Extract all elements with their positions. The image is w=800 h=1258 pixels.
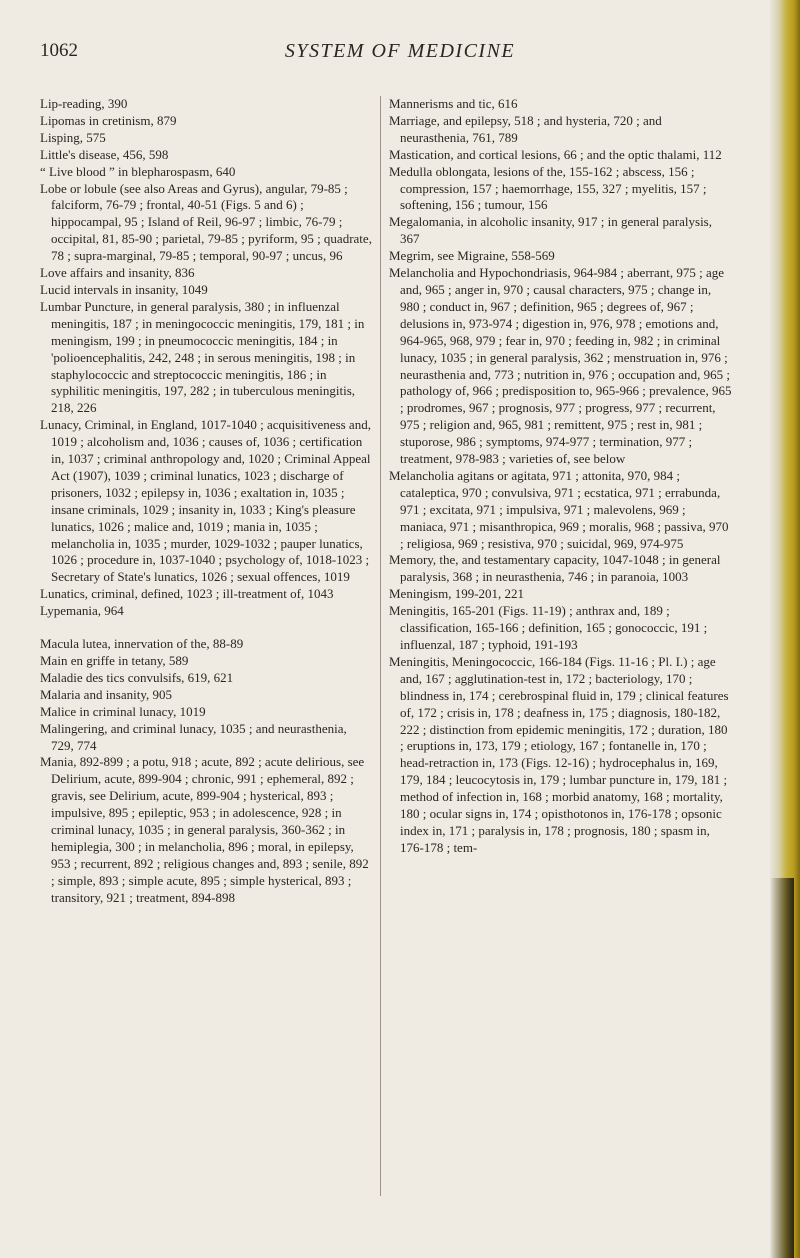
index-entry: Mannerisms and tic, 616 xyxy=(389,96,518,111)
index-entry: Malice in criminal lunacy, 1019 xyxy=(40,703,206,719)
index-entry: Lypemania, 964 xyxy=(40,603,124,619)
index-entry: Lunacy, Criminal, in England, 1017-1040 ; acquisitiveness and, 1019 ; alcoholism and, 1036 ; causes of, 1036 ; certification in, 1037 ; criminal anthropology and, 1020 ; Criminal Appeal Act (1907), 1039 ; criminal lunatics, 1023 ; discharge of prisoners, 1032 ; epilepsy in, 1036 ; exaltation in, 1035 ; insane criminals, 1029 ; insanity in, 1033 ; King's pleasure lunatics, 1026 ; malice and, 1019 ; mania in, 1035 ; melancholia in, 1035 ; murder, 1029-1032 ; pauper lunatics, 1026 ; procedure in, 1037-1040 ; psychology of, 1018-1023 ; Secretary of State's lunatics, 1026 ; sexual offences, 1019 xyxy=(40,417,371,585)
index-entry: Lisping, 575 xyxy=(40,129,106,145)
spine-shadow xyxy=(770,878,794,1258)
index-entry: Medulla oblongata, lesions of the, 155-162 ; abscess, 156 ; compression, 157 ; haemorrhage, 155, 327 ; myelitis, 157 ; softening, 156 ; tumour, 156 xyxy=(389,163,707,213)
book-spine-edge xyxy=(770,0,800,1258)
index-entry: Lumbar Puncture, in general paralysis, 380 ; in influenzal meningitis, 187 ; in meningococcic meningitis, 179, 181 ; in meningism, 199 ; in pneumococcic meningitis, 184 ; in 'polioencephalitis, 242, 248 ; in serous meningitis, 198 ; in staphylococcic and streptococcic meningitis, 186 ; in syphilitic meningitis, 197, 282 ; in tuberculous meningitis, 218, 226 xyxy=(40,298,365,416)
running-title: SYSTEM OF MEDICINE xyxy=(284,40,516,62)
index-entry: Macula lutea, innervation of the, 88-89 xyxy=(40,636,244,652)
index-entry: Maladie des tics convulsifs, 619, 621 xyxy=(40,669,234,685)
index-entry: Malingering, and criminal lunacy, 1035 ; and neurasthenia, 729, 774 xyxy=(40,720,347,753)
index-entry: Lipomas in cretinism, 879 xyxy=(40,112,177,128)
index-entry: Melancholia agitans or agitata, 971 ; attonita, 970, 984 ; cataleptica, 970 ; convulsiva, 971 ; ecstatica, 971 ; errabunda, 971 ; excitata, 971 ; impulsiva, 971 ; malevolens, 969 ; maniaca, 971 ; misanthropica, 969 ; moralis, 968 ; passiva, 970 ; religiosa, 969 ; resistiva, 970 ; suicidal, 969, 974-975 xyxy=(389,467,729,551)
running-head xyxy=(40,40,730,74)
index-entry: Megrim, see Migraine, 558-569 xyxy=(389,248,555,264)
index-entry: Lunatics, criminal, defined, 1023 ; ill-treatment of, 1043 xyxy=(40,586,334,602)
index-entry: Marriage, and epilepsy, 518 ; and hysteria, 720 ; and neurasthenia, 761, 789 xyxy=(389,112,662,145)
index-column-left xyxy=(40,96,372,907)
index-entry: Lip-reading, 390 xyxy=(40,96,128,111)
index-entry: Melancholia and Hypochondriasis, 964-984 ; aberrant, 975 ; age and, 965 ; anger in, 970 ; causal characters, 975 ; change in, 980 ; conduct in, 967 ; definition, 965 ; degrees of, 967 ; delusions in, 973-974 ; digestion in, 976, 978 ; emotions and, 964-965, 968, 979 ; fear in, 970 ; feeding in, 982 ; in criminal lunacy, 1035 ; in general paralysis, 362 ; menstruation in, 976 ; neurasthenia and, 773 ; nutrition in, 976 ; occupation and, 965 ; pathology of, 966 ; predisposition to, 965-966 ; prevalence, 965 ; prodromes, 967 ; prognosis, 977 ; progress, 977 ; recurrent, 975 ; religion and, 965, 981 ; remittent, 975 ; rest in, 981 ; stuporose, 986 ; symptoms, 974-977 ; termination, 977 ; treatment, 978-983 ; varieties of, see below xyxy=(389,265,732,467)
index-column-right xyxy=(389,96,733,857)
page-number: 1062 xyxy=(40,40,78,61)
index-entry: Lucid intervals in insanity, 1049 xyxy=(40,281,208,297)
index-entry: Lobe or lobule (see also Areas and Gyrus), angular, 79-85 ; falciform, 76-79 ; frontal, 40-51 (Figs. 5 and 6) ; hippocampal, 95 ; Island of Reil, 96-97 ; limbic, 76-79 ; occipital, 81, 85-90 ; parietal, 79-85 ; pyriform, 95 ; quadrate, 78 ; supra-marginal, 79-85 ; temporal, 90-97 ; uncus, 96 xyxy=(40,180,372,264)
index-entry: Main en griffe in tetany, 589 xyxy=(40,653,189,668)
index-entry: Mania, 892-899 ; a potu, 918 ; acute, 892 ; acute delirious, see Delirium, acute, 899-904 ; chronic, 991 ; ephemeral, 892 ; gravis, see Delirium, acute, 899-904 ; hysterical, 893 ; impulsive, 895 ; epileptic, 953 ; in adolescence, 928 ; in criminal lunacy, 1035 ; in general paralysis, 360-362 ; in hemiplegia, 300 ; in melancholia, 896 ; moral, in epilepsy, 953 ; recurrent, 892 ; religious changes and, 893 ; senile, 892 ; simple, 893 ; simple acute, 895 ; simple hysterical, 893 ; transitory, 921 ; treatment, 894-898 xyxy=(40,754,369,905)
column-divider xyxy=(380,96,381,1196)
index-entry: Memory, the, and testamentary capacity, 1047-1048 ; in general paralysis, 368 ; in neurasthenia, 746 ; in paranoia, 1003 xyxy=(389,552,721,585)
index-entry: Meningism, 199-201, 221 xyxy=(389,586,525,602)
index-entry: Meningitis, Meningococcic, 166-184 (Figs. 11-16 ; Pl. I.) ; age and, 167 ; agglutination-test in, 172 ; bacteriology, 170 ; blindness in, 174 ; cerebrospinal fluid in, 179 ; clinical features of, 172 ; crisis in, 178 ; deafness in, 175 ; diagnosis, 180-182, 222 ; distinction from epidemic meningitis, 172 ; duration, 180 ; eruptions in, 173, 179 ; etiology, 167 ; fontanelle in, 170 ; head-retraction in, 173 (Figs. 12-16) ; hydrocephalus in, 169, 179, 184 ; leucocytosis in, 179 ; lumbar puncture in, 179, 181 ; method of infection in, 168 ; morbid anatomy, 168 ; mortality, 180 ; ocular signs in, 174 ; opisthotonos in, 176-178 ; opsonic index in, 171 ; paralysis in, 178 ; prognosis, 180 ; spasm in, 176-178 ; tem- xyxy=(389,653,729,855)
index-entry: Mastication, and cortical lesions, 66 ; and the optic thalami, 112 xyxy=(389,146,722,162)
index-entry: Meningitis, 165-201 (Figs. 11-19) ; anthrax and, 189 ; classification, 165-166 ; definition, 165 ; gonococcic, 191 ; influenzal, 187 ; typhoid, 191-193 xyxy=(389,603,708,652)
index-entry: Malaria and insanity, 905 xyxy=(40,686,173,702)
index-entry: “ Live blood ” in blepharospasm, 640 xyxy=(40,163,236,179)
index-entry: Little's disease, 456, 598 xyxy=(40,146,169,162)
index-entry: Love affairs and insanity, 836 xyxy=(40,265,195,281)
index-entry: Megalomania, in alcoholic insanity, 917 ; in general paralysis, 367 xyxy=(389,214,712,247)
